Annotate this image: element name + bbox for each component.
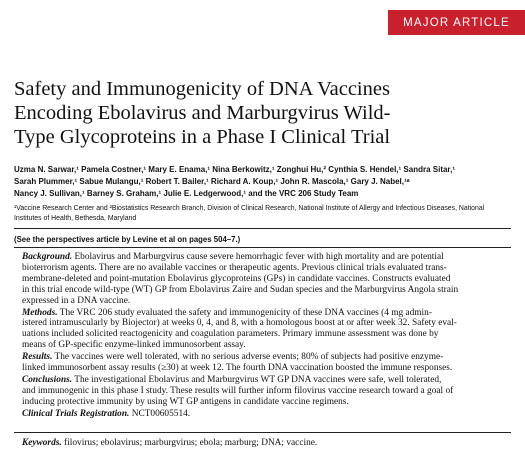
abstract-text: The VRC 206 study evaluated the safety and immunogenicity of these DNA vaccines (4 mg admin-	[57, 307, 432, 318]
title-line: Encoding Ebolavirus and Marburgvirus Wild-	[14, 102, 391, 124]
article-type-badge: MAJOR ARTICLE	[388, 10, 525, 35]
abstract-text: The investigational Ebolavirus and Marburgvirus WT GP DNA vaccines were safe, well tolerated,	[72, 374, 442, 385]
abstract-line	[22, 252, 517, 263]
abstract-line: means of GP-specific enzyme-linked immunosorbent assay.	[22, 340, 246, 351]
keywords-label: Keywords.	[22, 438, 62, 448]
abstract-line: inducing protective immunity by using WT GP antigens in candidate vaccine regimens.	[22, 396, 349, 407]
abstract-results	[22, 352, 517, 374]
section-label: Conclusions.	[22, 374, 73, 385]
abstract-line: uations included solicited reactogenicity and coagulation parameters. Primary immune assessment was done by	[22, 329, 439, 340]
abstract-background	[22, 252, 517, 307]
title-line: Safety and Immunogenicity of DNA Vaccines	[14, 78, 390, 100]
trial-registration-number: NCT00605514.	[129, 408, 191, 419]
divider-top	[14, 228, 511, 229]
abstract-text: Ebolavirus and Marburgvirus cause severe hemorrhagic fever with high mortality and are potential	[72, 252, 444, 262]
author-line: Sarah Plummer,¹ Sabue Mulangu,¹ Robert T. Bailer,¹ Richard A. Koup,¹ John R. Mascola,¹ Gary J. Nabel,¹ᵃ	[14, 176, 410, 186]
author-line: Nancy J. Sullivan,¹ Barney S. Graham,¹ Julie E. Ledgerwood,¹ and the VRC 206 Study Team	[14, 188, 359, 198]
abstract-line	[22, 352, 517, 363]
keywords	[22, 438, 317, 448]
affiliation-line: ¹Vaccine Research Center and ²Biostatistics Research Branch, Division of Clinical Research, National Institute of Allergy and Infectious Diseases, National	[14, 205, 485, 212]
divider-abstract	[14, 247, 511, 248]
abstract-text: The vaccines were well tolerated, with no serious adverse events; 80% of subjects had positive enzyme-	[52, 352, 444, 363]
section-label: Background.	[22, 252, 73, 262]
author-list	[14, 164, 514, 199]
section-label: Clinical Trials Registration.	[22, 408, 130, 419]
keywords-text: filovirus; ebolavirus; marburgvirus; ebola; marburg; DNA; vaccine.	[61, 438, 318, 448]
author-line: Uzma N. Sarwar,¹ Pamela Costner,¹ Mary E. Enama,¹ Nina Berkowitz,¹ Zonghui Hu,² Cynthia S. Hendel,¹ Sandra Sitar,¹	[14, 165, 455, 174]
affiliation-line: Institutes of Health, Bethesda, Maryland	[14, 215, 137, 222]
perspectives-note: (See the perspectives article by Levine et al on pages 504–7.)	[14, 235, 241, 244]
section-label: Methods.	[22, 307, 58, 318]
abstract-line	[22, 375, 517, 386]
abstract-conclusions	[22, 375, 517, 408]
abstract-line: and immunogenic in this phase I study. These results will further inform filovirus vaccine research toward a goal of	[22, 385, 454, 396]
abstract-line: in this trial encode wild-type (WT) GP from Ebolavirus Zaire and Sudan species and the Marburgvirus Angola strain	[22, 284, 459, 295]
title-line: Type Glycoproteins in a Phase I Clinical Trial	[14, 126, 391, 148]
abstract-line	[22, 409, 517, 420]
abstract-registration	[22, 409, 517, 420]
affiliations	[14, 204, 514, 224]
abstract-line: linked immunosorbent assay results (≥30) at week 12. The fourth DNA vaccination boosted the immune responses.	[22, 363, 453, 374]
section-label: Results.	[22, 352, 53, 363]
abstract-line: bioterrorism agents. There are no available vaccines or therapeutic agents. Previous clinical trials evaluated trans-	[22, 262, 447, 273]
abstract-methods	[22, 308, 517, 352]
article-title	[14, 77, 484, 149]
abstract-line: expressed in a DNA vaccine.	[22, 295, 131, 306]
divider-keywords	[14, 432, 511, 433]
abstract-line: istered intramuscularly by Biojector) at weeks 0, 4, and 8, with a homologous boost at or after week 32. Safety eval-	[22, 318, 457, 329]
abstract-line: membrane-deleted and point-mutation Ebolavirus glycoproteins (GPs) in candidate vaccines. Constructs evaluated	[22, 273, 451, 284]
abstract-line	[22, 308, 517, 319]
abstract	[22, 252, 517, 421]
